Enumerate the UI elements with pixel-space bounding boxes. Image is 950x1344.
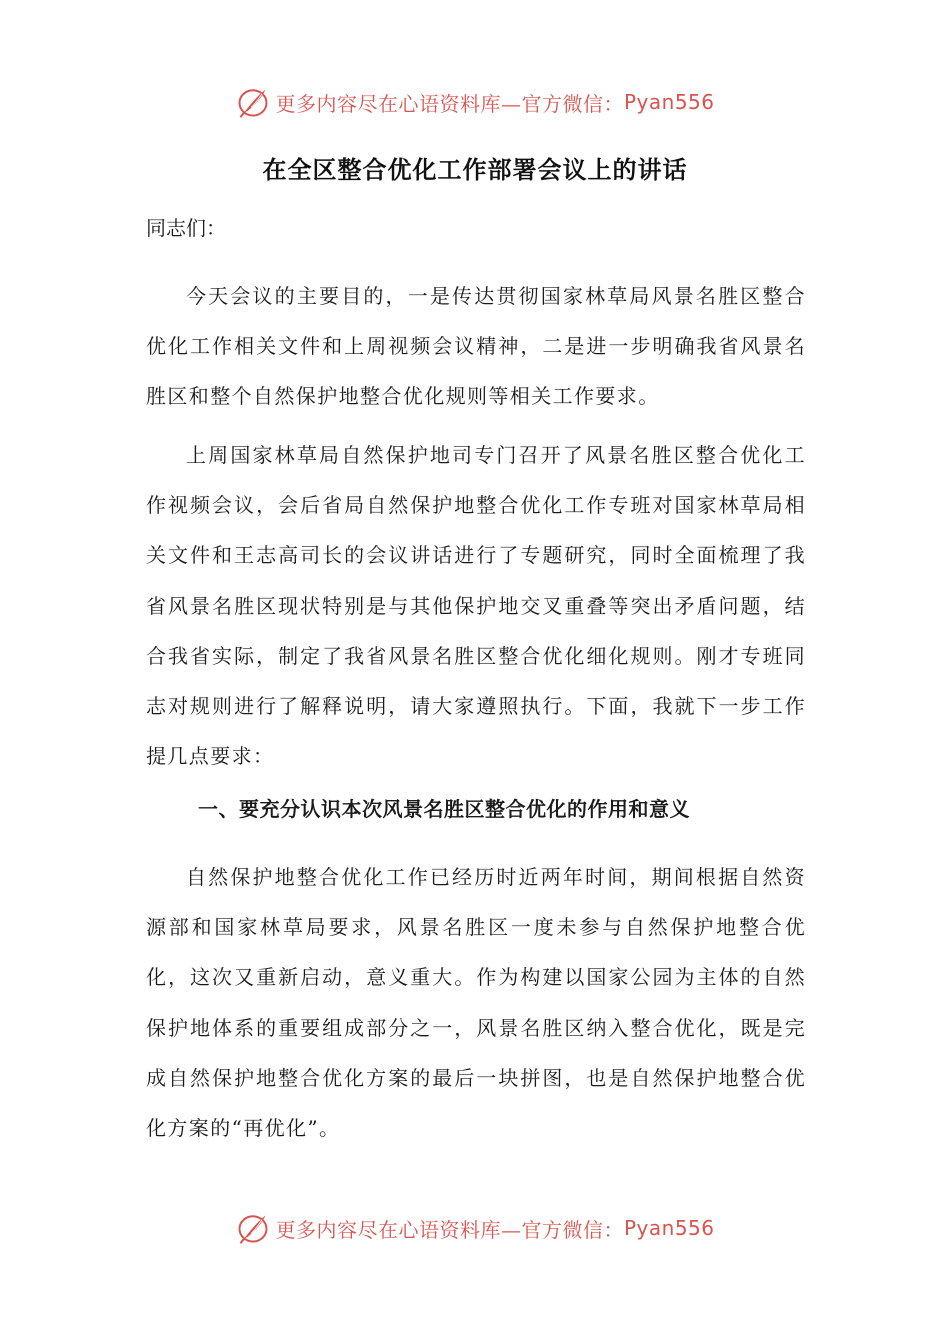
- watermark-wechat-id: Pyan556: [623, 1216, 715, 1240]
- watermark-text: 更多内容尽在心语资料库—官方微信：: [275, 91, 624, 116]
- quill-pen-icon: [235, 84, 271, 120]
- section-heading-1: 一、要充分认识本次风景名胜区整合优化的作用和意义: [198, 797, 690, 821]
- footer-watermark: [0, 1208, 950, 1248]
- document-title: 在全区整合优化工作部署会议上的讲话: [262, 155, 688, 184]
- greeting: 同志们：: [146, 216, 226, 240]
- paragraph-2: 上周国家林草局自然保护地司专门召开了风景名胜区整合优化工作视频会议，会后省局自然保护地整合优化工作专班对国家林草局相关文件和王志高司长的会议讲话进行了专题研究，同时全面梳理了我省风景名胜区现状特别是与其他保护地交叉重叠等突出矛盾问题，结合我省实际，制定了我省风景名胜区整合优化细化规则。刚才专班同志对规则进行了解释说明，请大家遵照执行。下面，我就下一步工作提几点要求：: [146, 443, 806, 769]
- watermark-text: 更多内容尽在心语资料库—官方微信：: [275, 1217, 624, 1242]
- quill-pen-icon: [235, 1210, 271, 1246]
- paragraph-3: 自然保护地整合优化工作已经历时近两年时间，期间根据自然资源部和国家林草局要求，风景名胜区一度未参与自然保护地整合优化，这次又重新启动，意义重大。作为构建以国家公园为主体的自然保护地体系的重要组成部分之一，风景名胜区纳入整合优化，既是完成自然保护地整合优化方案的最后一块拼图，也是自然保护地整合优化方案的“再优化”。: [146, 865, 806, 1141]
- header-watermark: [0, 82, 950, 122]
- watermark-wechat-id: Pyan556: [623, 90, 715, 114]
- paragraph-1: 今天会议的主要目的，一是传达贯彻国家林草局风景名胜区整合优化工作相关文件和上周视频会议精神，二是进一步明确我省风景名胜区和整个自然保护地整合优化规则等相关工作要求。: [146, 284, 806, 409]
